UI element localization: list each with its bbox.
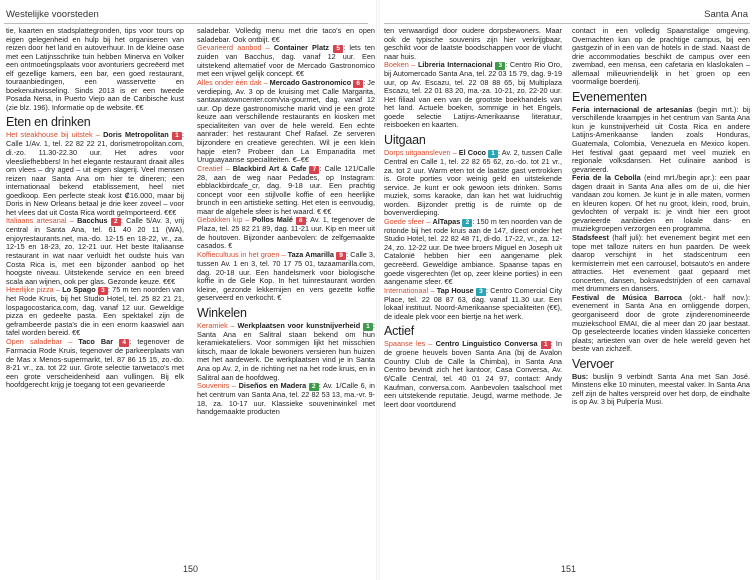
entry-name: Centro Linguistico Conversa — [435, 339, 538, 349]
entry-list — [384, 149, 562, 321]
map-number-badge: 4 — [119, 339, 129, 347]
transport-entry — [572, 373, 750, 407]
entry-name: Lo Spago — [62, 285, 96, 295]
entry-text: : Centro Rio Oro, bij Automercado Santa Ana, tel. 22 03 15 79, dag. 9-19 uur, op Av. Escazu, tel. 22 08 88 65, bij Multiplaza Escazu, tel. 22 01 83 20, ma.-za. 10-21, zo. 22-20 uur. Het filiaal van een van de grootste boekhandels van het land. Actuele boeken, sommige in het Engels, goede selectie Latijns-Amerikaanse literatuur, reisboeken en kaarten. — [384, 60, 562, 130]
right-page — [378, 0, 756, 580]
map-number-badge: 3 — [495, 62, 505, 70]
map-number-badge: 8 — [296, 217, 306, 225]
map-number-badge: 1 — [363, 323, 373, 331]
paragraph: contact in een volledig Spaanstalige omgeving. Overnachten kan op de prachtige campus, bij een gastgezin of in een van de hotels in de stad. Naast de drie accommodaties beschikt de campus over een zwembad, een mensa, een cafetaria en klaslokalen – allemaal milieuvriendelijk in het groen op een voormalige boerderij. — [572, 27, 750, 87]
entry-category: Boeken – — [384, 60, 416, 70]
entry-text: (begin mrt.): bij verschillende kraampjes in het centrum van Santa Ana kun je kunstnijverheid uit Costa Rica en andere Latijns-Amerikaanse landen zoals Honduras, Guatemala, Colombia, Venezuela en Mexico kopen. Het festival gaat gepaard met veel muziek en regionale volksdansen. Het culinaire aanbod is gevarieerd. — [572, 104, 750, 174]
listing-entry — [6, 286, 184, 338]
entry-name: Blackbird Art & Cafe — [232, 163, 307, 173]
listing-entry — [6, 217, 184, 286]
listing-entry — [572, 294, 750, 354]
entry-text: (half juli): het evenement begint met een tope met talloze ruiters en hun paarden. De week daarop verschijnt in het stadscentrum een kermisterrein met een carrousel, botsauto's en andere attracties. Het evenement gaat gepaard met concerten, dansen, bokswedstrijden of een carnaval met drummers en dansers. — [572, 233, 750, 294]
entry-category: Het steakhouse bij uitstek – — [6, 130, 100, 140]
running-head: Westelijke voorsteden — [6, 9, 99, 20]
entry-text: : Av. 2, tussen Calle Central en Calle 1, tel. 22 82 65 62, zo.-do. tot 21 vr., za. tot 2 uur. Warm eten tot de laatste gast vertrokken is. Grote porties voor weinig geld en uitstekende service. Je kunt er ook gewoon iets drinken. Soms muziek, soms karaoke, dan kan het wat luidruchtig worden. Bijzonder prettig is de ruimte op de bovenverdieping. — [384, 148, 562, 218]
entry-name: Bus: — [572, 371, 589, 381]
entry-list — [384, 61, 562, 130]
entry-name: Feria de la Cebolla — [572, 173, 641, 183]
listing-entry — [197, 322, 375, 382]
page-number: 151 — [561, 564, 577, 574]
entry-text: : Centro Comercial City Place, tel. 22 08 87 63, dag. vanaf 11.30 uur. Een lokaal instituut. Noord-Amerikaanse specialiteiten (€€), de ideale plek voor een biertje na het werk. — [384, 285, 562, 321]
column-2 — [197, 27, 375, 557]
entry-name: Container Platz — [273, 43, 330, 53]
entry-category: Koffiecultuus in het groen – — [197, 250, 286, 260]
entry-name: Doris Metropolitan — [103, 130, 169, 140]
map-number-badge: 2 — [462, 219, 472, 227]
section-heading: Eten en drinken — [6, 115, 91, 130]
entry-name: Taza Amarilla — [287, 250, 334, 260]
entry-text: : Calle 3, tussen Av. 1 en 3, tel. 70 17 75 01, tazaamarilla.com, dag. 20-18 uur. Een handelsmerk voor biologische koffie in de Gele Kop. In het tuinrestaurant worden kleine, gezonde lekkernijen en vers gezette koffie geserveerd en verkocht. € — [197, 250, 375, 303]
listing-entry — [572, 106, 750, 174]
listing-entry — [197, 382, 375, 417]
entry-category: Gevarieerd aanbod – — [197, 43, 270, 53]
entry-category: Internationaal – — [384, 285, 435, 295]
map-number-badge: 3 — [476, 288, 486, 296]
map-number-badge: 1 — [172, 132, 182, 140]
map-number-badge: 1 — [488, 150, 498, 158]
map-number-badge: 9 — [336, 252, 346, 260]
entry-name: Libreria Internacional — [417, 60, 493, 70]
entry-text: : tegenover de Farmacia Rode Kruis, tegenover de parkeerplaats van de Mas x Menos-supermarkt, tel. 87 86 15 15, zo.-do. 8-21 vr., za. tot 22 uur. Grote selectie tarwetaco's met een grote verscheidenheid aan vullingen. Bij elk hoofdgerecht krijg je toegang tot een gevarieerde — [6, 336, 184, 390]
entry-text: : lets ten zuiden van Bacchus, dag. vanaf 12 uur. Een uitstekend alternatief voor de Mercado Gastronomico met een vrijwel gelijk concept. €€ — [197, 43, 375, 79]
paragraph: tie, kaarten en stadsplattegronden, tips voor tours op eigen gelegenheid en hulp bij het organiseren van reizen door het land en autoverhuur. In de kleine oase met een Latijnsschrike tuin hebben Minerva en Volker een ontmoetingsplaats voor avonturiers gecreëerd met elf gezellige kamers, een bar, een goed restaurant, touraanbiedingen, een wasservette en boekenuitwisseling. Sinds 2013 is er een tweede Posada Nena, in Puerto Viejo aan de Caribische kust (zie blz. 196). Informatie op de website. €€ — [6, 27, 184, 112]
entry-list — [197, 322, 375, 417]
entry-name: Festival de Música Barroca — [572, 292, 682, 302]
listing-entry — [197, 79, 375, 165]
section-heading: Winkelen — [197, 305, 247, 320]
entry-name: Tap House — [436, 285, 474, 295]
entry-text: : Av. 1, tegenover de Plaza, tel. 25 82 21 89, dag. 11-21 uur. Kip en meer uit de houtoven. Bijzonder aanbevolen: de zelfgemaakte casados. € — [197, 215, 375, 251]
entry-category: Gebakken kip – — [197, 215, 250, 225]
column-1 — [384, 27, 562, 557]
entry-text: buslijn 9 verbindt Santa Ana met San José. Minstens elke 10 minuten, meestal vaker. In Santa Ana zelf zijn de haltes verspreid over het dorp, de eindhalte is op Av. 3 bij Pulpería Musi. — [572, 371, 750, 407]
listing-entry — [572, 174, 750, 234]
entry-list — [197, 44, 375, 303]
column-1 — [6, 27, 184, 557]
listing-entry — [384, 149, 562, 218]
entry-category: Dorps uitgaansleven – — [384, 148, 457, 158]
listing-entry — [197, 216, 375, 251]
entry-list — [384, 340, 562, 409]
column-2 — [572, 27, 750, 557]
entry-category: Open saladebar – — [6, 336, 73, 346]
entry-text: : 150 m ten noorden van de rotonde bij het rode kruis aan de 147, direct onder het Studio Hotel, tel. 22 82 48 71, di-do. 17-22, vr., za. 12-24, zo. 12-22 uur. De twee broers Miguel en Joseph uit Catalonië hebben hier een aangename plek gecreëerd. Geweldige ambiance. Spaanse tapas en goede visgerechten (let op, zeer kleine porties) in een aangename sfeer. €€ — [384, 216, 562, 287]
listing-entry — [384, 218, 562, 287]
listing-entry — [384, 61, 562, 130]
section-heading: Uitgaan — [384, 133, 426, 148]
paragraph: saladebar. Volledig menu met drie taco's en open saladebar. Ook ontbijt. €€ — [197, 27, 375, 44]
section-heading: Evenementen — [572, 89, 647, 104]
entry-text: (okt.- half nov.): evenement in Santa Ana en omliggende dorpen, georganiseerd door de grote zijnderenomineerde muziekschool EMAI, die al meer dan 20 jaar bestaat. Op geselecteerde locaties vinden klassieke concerten plaats; artiesten van over de hele wereld geven het beste van zichzelf. — [572, 292, 750, 354]
paragraph: ten verwaardigd door oudere dorpsbewoners. Maar ook de typische souvenirs zijn hier verkrijgbaar, geschikt voor de laatste boodschappen voor de vlucht naar huis. — [384, 27, 562, 61]
map-number-badge: 2 — [111, 218, 121, 226]
map-number-badge: 3 — [98, 287, 108, 295]
map-number-badge: 6 — [353, 80, 363, 88]
listing-entry — [6, 131, 184, 217]
entry-text: : In de groene heuvels boven Santa Ana (bij de Avalon Country Club de Calle la Chimba), in Santa Ana Centro bevindt zich het kantoor, Casa Conversa, Av. 6/Calle Central, tel. 40 01 24 97, contact: Andy Kaufman, conversa.com. Aanbevolen taalschool met een uitstekende reputatie. Jeugd, warme methode. Je leert door voortdurend — [384, 339, 562, 409]
header-rule — [384, 23, 750, 24]
entry-list — [6, 131, 184, 389]
entry-name: Stadsfeest — [572, 233, 609, 243]
map-number-badge: 1 — [541, 341, 551, 349]
entry-name: Bacchus — [77, 216, 108, 226]
entry-category: Creatief – — [197, 163, 230, 173]
entry-name: Mercado Gastronomico — [269, 77, 352, 87]
page-number: 150 — [183, 564, 199, 574]
entry-text: : Calle 121/Calle 28, aan de weg naar Pedades, op Instagram: ebblackbirdcafe_cr, dag. 9-18 uur. Een prachtig concept voor een stijlvolle koffie of een heerlijke brunch in een artistieke setting. Het eten is eenvoudig, maar de algehele sfeer is het waard. € €€ — [197, 163, 375, 216]
header-rule — [4, 23, 368, 24]
entry-category: Italiaans artesanal – — [6, 216, 74, 226]
entry-category: Souvenirs – — [197, 381, 237, 391]
entry-name: Diseños en Madera — [238, 381, 307, 391]
entry-list — [572, 106, 750, 354]
listing-entry — [6, 338, 184, 390]
entry-name: Taco Bar — [78, 336, 114, 346]
entry-name: Feria internacional de artesanías — [572, 104, 693, 114]
entry-text: : Calle 1/Av. 1, tel. 22 82 22 21, dorismetropolitan.com, di.-zo. 11.30-22.30 uur. Het adres voor vleesliefhebbers! In het elegante restaurant draait alles om vlees – dry aged – uit eigen slagerij. Veel mensen reizen naar Santa Ana om hier te dineren; een internationaal bekend etablissement, heel niet goedkoop. Een perfecte steak kost ₡16.000, maar bij Doris in New Orleans betaal je drie keer zoveel – voor het vlees dat uit Costa Rica wordt geïmporteerd. €€€ — [6, 130, 184, 217]
entry-category: Alles onder één dak – — [197, 77, 268, 87]
entry-category: Heerlijke pizza – — [6, 285, 60, 295]
map-number-badge: 2 — [309, 383, 319, 391]
entry-name: El Coco — [458, 148, 486, 158]
entry-text: : Je verdieping, Av. 3 op de kruising met Calle Margarita, santaanatowncenter.com/via-gourmet, dag. vanaf 12 uur. Op deze gastronomische markt vind je een grote keuze aan verschillende restaurants en kiosken met specialiteiten van over de hele wereld. Een echte aanrader: het restaurant Chef Rafael. Ze serveren bijzondere en creatieve gerechten. Wil je een klein hapje eten? Probeer dan La Empanadita met Uruguayaanse specialiteiten. €–€€ — [197, 77, 375, 165]
entry-text: : Av. 1/Calle 6, in het centrum van Santa Ana, tel. 22 82 53 13, ma.-vr. 9-18, za. 10-17 uur. Klassieke souvenirwinkel met handgemaakte producten — [197, 381, 375, 417]
entry-category: Spaanse les – — [384, 339, 433, 349]
entry-name: AlTapas — [432, 216, 461, 226]
entry-category: Keramiek – — [197, 320, 235, 330]
section-heading: Actief — [384, 324, 415, 339]
entry-text: : Calle 5/Av. 3, vrij central in Santa Ana, tel. 61 40 20 11 (WA), enjoyrestaurants.net, ma.-do. 12-15 en 18-22, vr., za. 12-15 en 18-23, zo. 12-21 uur. Het beste Italiaanse restaurant in wat naar verluidt het oudste huis van Costa Rica is, met een bijzonder aanbod op het hoogste niveau. Uitstekende service en een breed scala aan wijnen, ook per glas. Gezonde keuze. €€€ — [6, 216, 184, 286]
entry-category: Goede sfeer – — [384, 216, 431, 226]
listing-entry — [197, 251, 375, 303]
entry-name: Pollos Malé — [252, 215, 293, 225]
listing-entry — [197, 44, 375, 79]
entry-text: : 75 m ten noorden van het Rode Kruis, bij het Studio Hotel, tel. 25 82 21 21, lospagocostarica.com, dag. vanaf 12 uur. Geweldige pizza en gedeelte pasta. Een spektakel zijn de geframbeerde pasta's die in een enorm kaaswiel aan tafel worden bereid. €€ — [6, 285, 184, 338]
listing-entry — [572, 234, 750, 294]
section-heading: Vervoer — [572, 356, 614, 371]
running-head: Santa Ana — [704, 9, 748, 20]
listing-entry — [197, 165, 375, 217]
entry-name: Werkplaatsen voor kunstnijverheid — [237, 320, 361, 330]
listing-entry — [384, 287, 562, 322]
entry-text: (eind mrt./begin apr.): een paar dagen draait in Santa Ana alles om de ui, die hier vandaan zou komen. Je kunt je in alle maten, vormen en kleuren kopen. Of het nu groot, klein, rood, bruin, gevlochten of verpakt is: je vindt hier een groot gevarieerde aanbieden en lokale dans- en muziekgroepen verzorgen een programma. — [572, 173, 750, 234]
map-number-badge: 5 — [333, 45, 343, 53]
entry-text: : Santa Ana en Salitral staan bekend om hun keramiekateliers. Voor sommigen lijkt het misschien kitsch, maar de lokale bewoners versieren hun huizen met het aardewerk. De werkplaatsen vind je in Santa Ana op Av. 2, in de richting net na het rode kruis, en in Salitral aan de hoofdweg. — [197, 320, 375, 382]
listing-entry — [384, 340, 562, 409]
map-number-badge: 7 — [309, 166, 319, 174]
